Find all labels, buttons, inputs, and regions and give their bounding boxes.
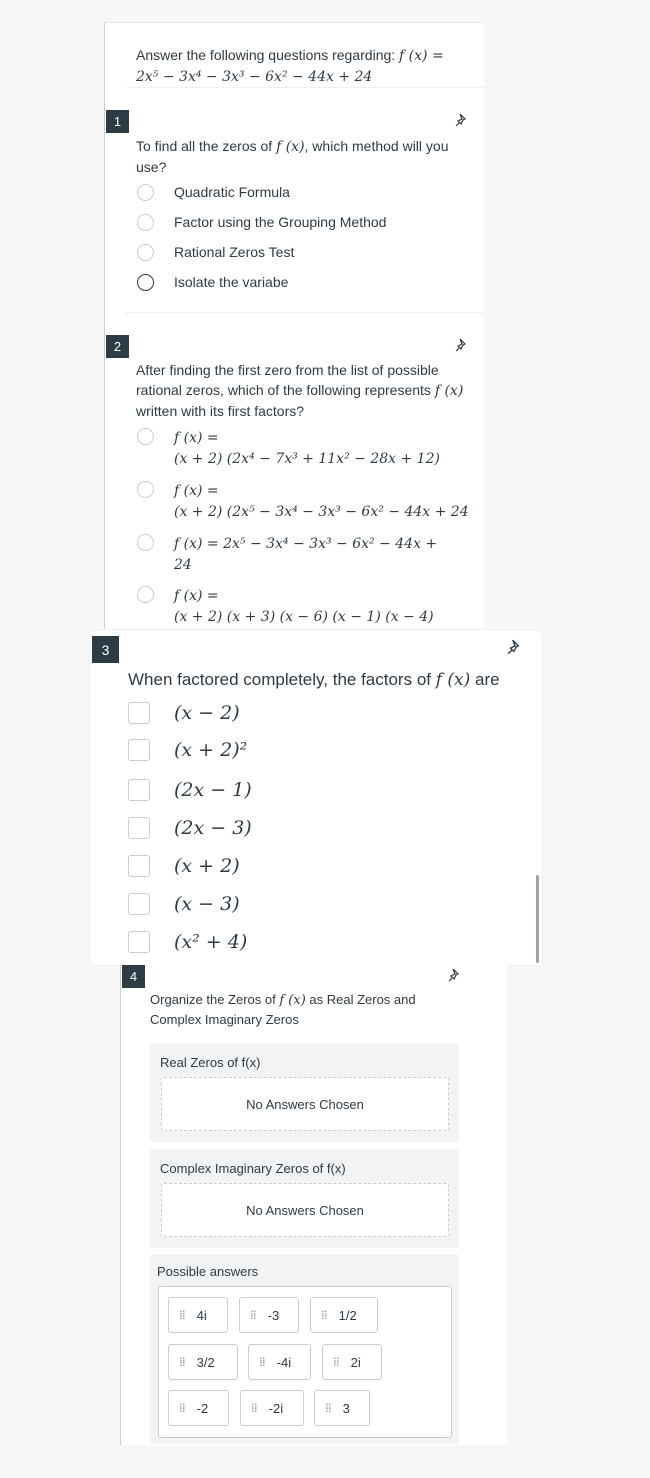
drag-handle-icon[interactable]: ⁞⁞ [259, 1355, 265, 1369]
divider [125, 87, 485, 88]
radio-button[interactable] [137, 586, 154, 603]
q2-fx: f (x) [434, 383, 464, 399]
chip-label: 2i [350, 1354, 361, 1370]
q2-option-label [174, 481, 469, 523]
radio-button[interactable] [137, 274, 154, 291]
q2-option-3[interactable] [137, 534, 437, 576]
q3-option-4[interactable] [128, 817, 252, 839]
chip-label: -2 [196, 1400, 209, 1416]
q2-option-1-line-1: f (x) = [174, 430, 219, 446]
q3-option-5[interactable] [128, 855, 240, 877]
scrollbar[interactable] [536, 875, 539, 963]
drag-handle-icon[interactable]: ⁞⁞ [333, 1355, 339, 1369]
q2-option-3-line-2: 24 [174, 557, 192, 573]
q4-line-2: Complex Imaginary Zeros [150, 1012, 299, 1027]
chip-label: 3 [342, 1400, 350, 1416]
answer-chip[interactable] [248, 1344, 311, 1380]
chip-label: -3 [267, 1307, 280, 1323]
q1-option-label: Rational Zeros Test [174, 244, 295, 260]
q1-option-1[interactable] [137, 184, 290, 201]
q1-text-a: To find all the zeros of [136, 138, 277, 154]
q1-option-3[interactable] [137, 244, 294, 261]
question-2-text [136, 360, 481, 421]
complex-zeros-dropzone[interactable]: No Answers Chosen [161, 1183, 449, 1237]
answer-chip[interactable] [240, 1390, 304, 1426]
q1-option-4[interactable] [137, 274, 288, 291]
checkbox[interactable] [128, 893, 150, 915]
q1-option-label: Factor using the Grouping Method [174, 214, 387, 230]
q4-line-1b: as Real Zeros and [305, 992, 416, 1007]
radio-button[interactable] [137, 244, 154, 261]
q3-option-label: (2x − 1) [174, 779, 252, 801]
drag-handle-icon[interactable]: ⁞⁞ [179, 1401, 185, 1415]
checkbox[interactable] [128, 817, 150, 839]
chip-label: 1/2 [338, 1307, 357, 1323]
q2-option-label [174, 428, 440, 470]
q3-option-2[interactable] [128, 739, 247, 761]
answer-chip[interactable] [310, 1297, 378, 1333]
question-4-text [150, 990, 416, 1029]
question-4-number: 4 [122, 965, 145, 988]
q3-option-7[interactable] [128, 931, 247, 953]
radio-button[interactable] [137, 428, 154, 445]
q1-fx: f (x) [276, 139, 305, 155]
answer-chip[interactable] [239, 1297, 299, 1333]
chip-label: 4i [196, 1307, 207, 1323]
chip-label: -4i [276, 1354, 292, 1370]
divider [124, 312, 484, 313]
q3-option-label: (2x − 3) [174, 817, 252, 839]
pin-icon[interactable] [447, 967, 463, 983]
q1-option-label: Quadratic Formula [174, 184, 290, 200]
answer-chip[interactable] [168, 1390, 229, 1426]
question-3-text [128, 668, 500, 692]
q2-option-1[interactable] [137, 428, 440, 470]
q2-option-1-line-2: (x + 2) (2x⁴ − 7x³ + 11x² − 28x + 12) [174, 451, 440, 467]
answer-chip[interactable] [168, 1297, 228, 1333]
q4-fx: f (x) [279, 993, 306, 1008]
checkbox[interactable] [128, 855, 150, 877]
q2-option-4-line-1: f (x) = [174, 588, 219, 604]
radio-button[interactable] [137, 184, 154, 201]
radio-button[interactable] [137, 534, 154, 551]
q3-fx: f (x) [435, 670, 471, 690]
intro-fx: f (x) = [399, 48, 444, 64]
question-1-number: 1 [106, 110, 129, 133]
real-zeros-title: Real Zeros of f(x) [160, 1055, 261, 1070]
q1-text-c: use? [136, 159, 167, 175]
question-2-number: 2 [106, 335, 129, 358]
q2-option-label [174, 534, 437, 576]
q2-option-3-line-1: f (x) = 2x⁵ − 3x⁴ − 3x³ − 6x² − 44x + [174, 536, 438, 552]
drag-handle-icon[interactable]: ⁞⁞ [251, 1401, 257, 1415]
q2-option-label [174, 586, 434, 628]
q3-text: When factored completely, the factors of [128, 670, 436, 689]
drag-handle-icon[interactable]: ⁞⁞ [179, 1308, 185, 1322]
q3-option-6[interactable] [128, 893, 240, 915]
radio-button[interactable] [137, 214, 154, 231]
pin-icon[interactable] [454, 337, 470, 353]
q3-option-label: (x + 2) [174, 855, 240, 877]
intro-polynomial: 2x⁵ − 3x⁴ − 3x³ − 6x² − 44x + 24 [136, 69, 373, 85]
q4-line-1: Organize the Zeros of [150, 992, 280, 1007]
drag-handle-icon[interactable]: ⁞⁞ [179, 1355, 185, 1369]
pin-icon[interactable] [506, 638, 524, 656]
drag-handle-icon[interactable]: ⁞⁞ [250, 1308, 256, 1322]
intro-prefix: Answer the following questions regarding: [136, 47, 400, 63]
complex-zeros-title: Complex Imaginary Zeros of f(x) [160, 1161, 346, 1176]
question-1-text [136, 136, 476, 177]
q2-option-4[interactable] [137, 586, 434, 628]
q3-option-label: (x² + 4) [174, 931, 248, 953]
chip-label: 3/2 [196, 1354, 215, 1370]
answer-chip[interactable] [314, 1390, 370, 1426]
q2-option-2[interactable] [137, 481, 469, 523]
q1-option-2[interactable] [137, 214, 386, 231]
checkbox[interactable] [128, 779, 150, 801]
q2-line-1: After finding the first zero from the list of possible [136, 362, 439, 378]
q3-option-1[interactable] [128, 702, 240, 724]
radio-button[interactable] [137, 481, 154, 498]
checkbox[interactable] [128, 739, 150, 761]
q3-option-label: (x − 3) [174, 893, 240, 915]
q3-text-end: are [470, 670, 500, 689]
possible-answers-title: Possible answers [157, 1264, 259, 1279]
q2-option-2-line-1: f (x) = [174, 483, 219, 499]
real-zeros-dropzone[interactable]: No Answers Chosen [161, 1077, 449, 1131]
pin-icon[interactable] [454, 112, 470, 128]
q2-line-3: written with its first factors? [136, 403, 305, 419]
q2-option-4-line-2: (x + 2) (x + 3) (x − 6) (x − 1) (x − 4) [174, 609, 434, 625]
q2-option-2-line-2: (x + 2) (2x⁵ − 3x⁴ − 3x³ − 6x² − 44x + 24 [174, 504, 469, 520]
q3-option-label: (x + 2)² [174, 739, 248, 761]
intro-text [136, 45, 481, 87]
checkbox[interactable] [128, 931, 150, 953]
q3-option-label: (x − 2) [174, 702, 240, 724]
q2-line-2: rational zeros, which of the following represents [136, 382, 435, 398]
q1-text-b: , which method will you [304, 138, 449, 154]
q1-option-label: Isolate the variabe [174, 274, 289, 290]
checkbox[interactable] [128, 702, 150, 724]
drag-handle-icon[interactable]: ⁞⁞ [321, 1308, 327, 1322]
q3-option-3[interactable] [128, 779, 252, 801]
answer-chip[interactable] [322, 1344, 382, 1380]
chip-label: -2i [268, 1400, 284, 1416]
answer-chip[interactable] [168, 1344, 238, 1380]
question-3-number: 3 [92, 636, 119, 663]
drag-handle-icon[interactable]: ⁞⁞ [325, 1401, 331, 1415]
